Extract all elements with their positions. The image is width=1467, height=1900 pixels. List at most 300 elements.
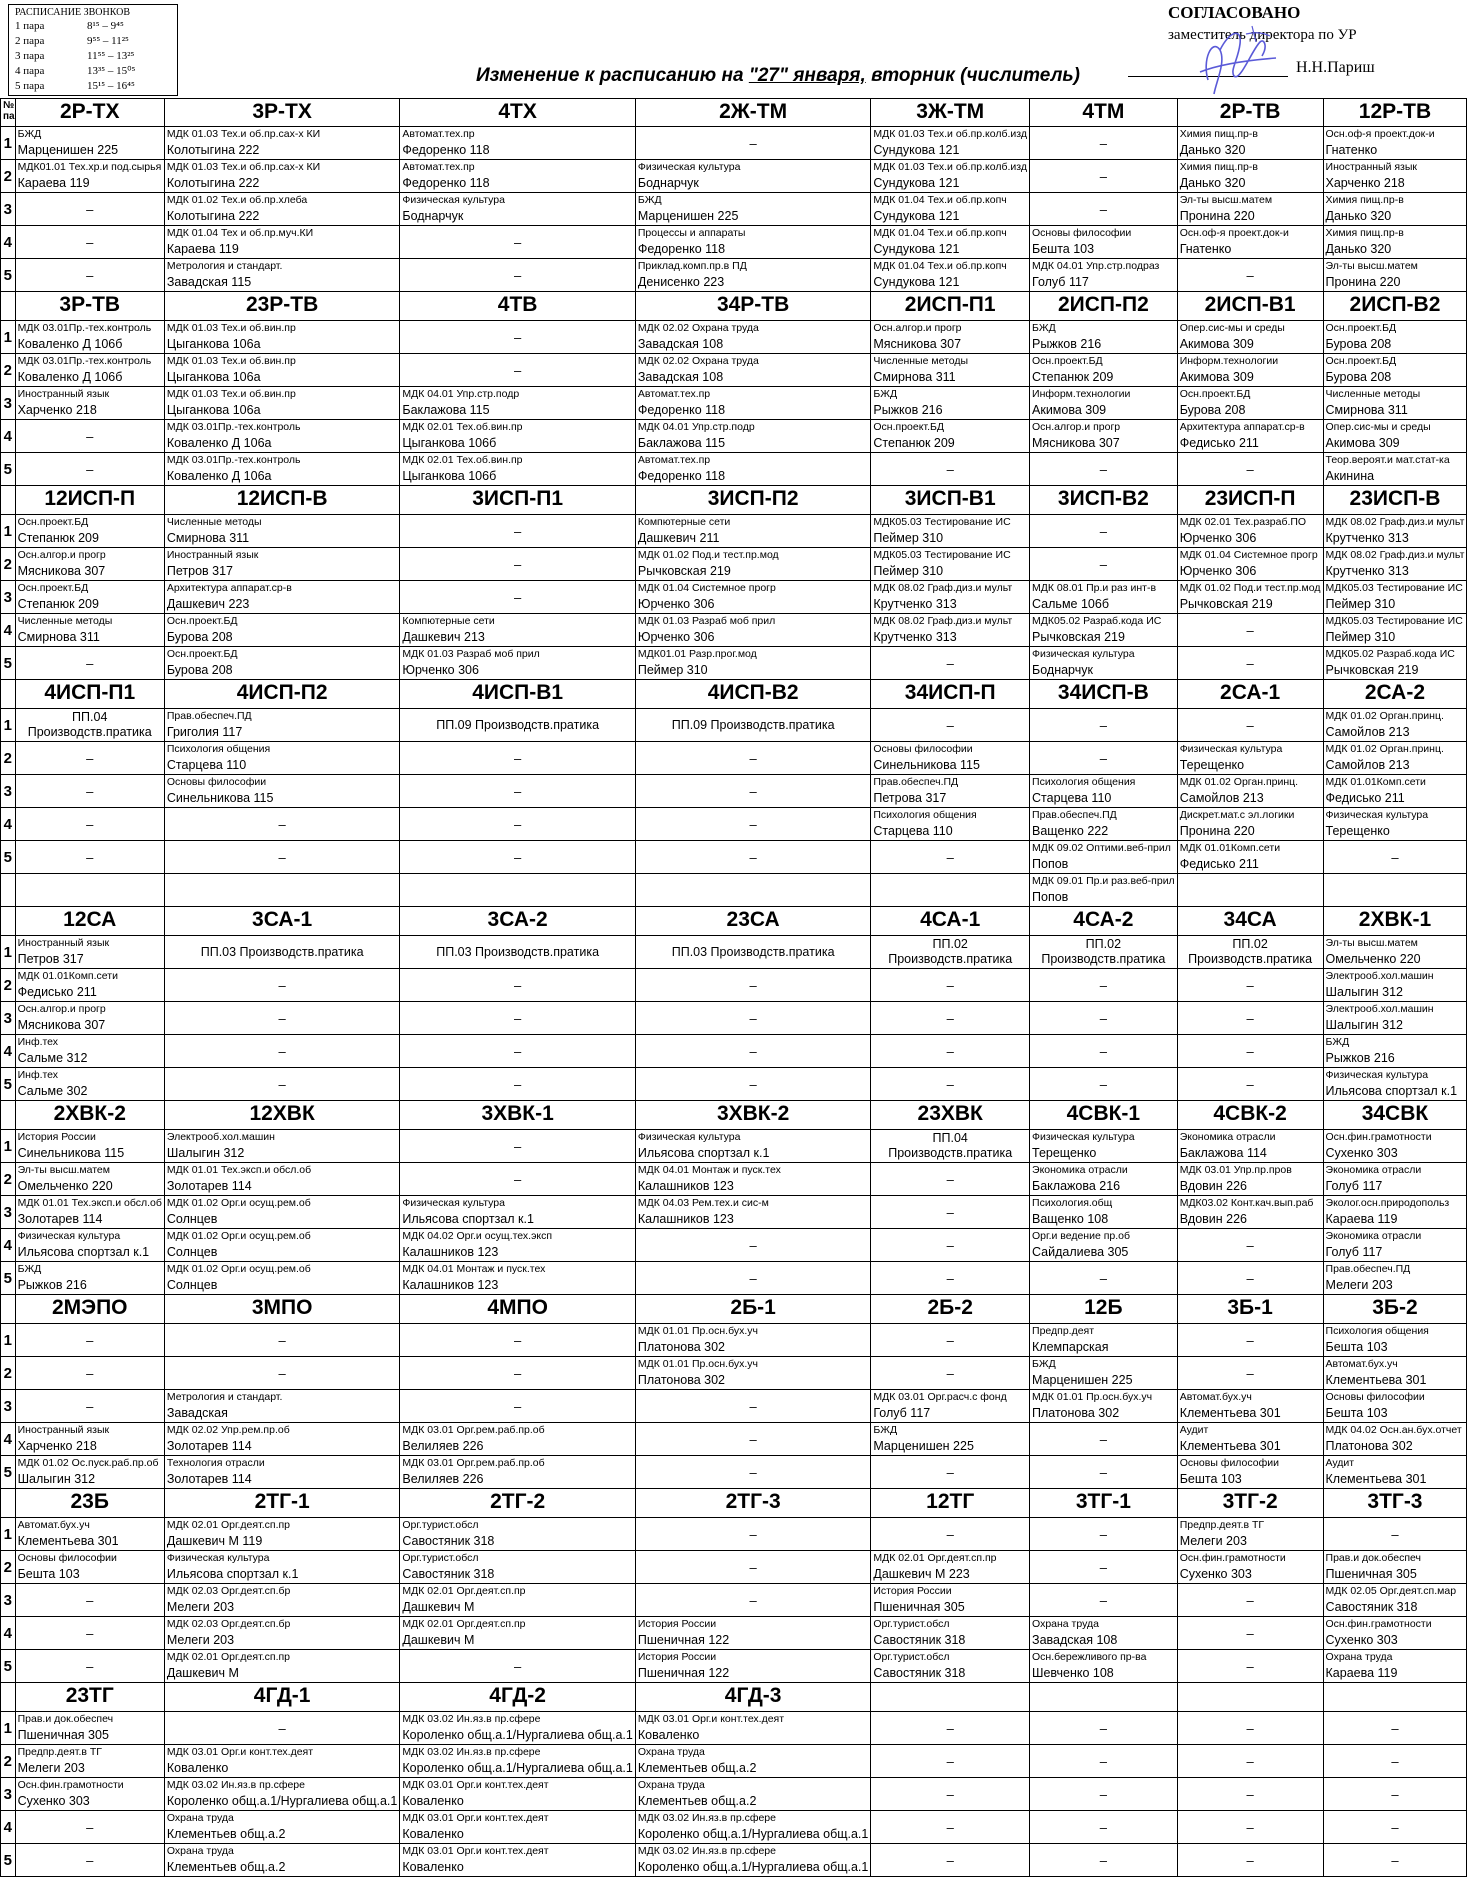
lesson-cell (871, 1551, 1030, 1584)
lesson-teacher-room: Юрченко 306 (1179, 531, 1257, 545)
lesson-teacher-room: Завадская 115 (166, 275, 252, 289)
lesson-subject: Прав.и док.обеспеч (17, 1713, 114, 1725)
lesson-subject: БЖД (873, 388, 898, 400)
lesson-teacher-room: Попов (1032, 890, 1069, 904)
pair-number-header (1, 1295, 16, 1324)
group-name: 23Р-ТВ (164, 292, 400, 321)
lesson-subject: МДК 01.01Комп.сети (1325, 776, 1426, 788)
lesson-cell (635, 226, 871, 259)
lesson-cell (400, 614, 636, 647)
lesson-teacher-room: Пеймер 310 (637, 663, 708, 677)
lesson-cell (15, 1456, 164, 1489)
lesson-teacher-room: Ильясова спортзал к.1 (1325, 1084, 1458, 1098)
lesson-teacher-room: Калашников 123 (402, 1278, 499, 1292)
lesson-subject: МДК 02.01 Орг.деят.сп.пр (166, 1651, 291, 1663)
bell-row (15, 64, 171, 79)
lesson-cell (1323, 127, 1467, 160)
pair-number: 1 (1, 1324, 16, 1357)
lesson-teacher-room: Крутченко 313 (1325, 531, 1409, 545)
lesson-teacher-room: Голуб 117 (1325, 1245, 1383, 1259)
lesson-cell (15, 1262, 164, 1295)
lesson-cell (1177, 1390, 1323, 1423)
empty-lesson-dash: – (400, 775, 636, 808)
lesson-teacher-room: Бешта 103 (17, 1567, 80, 1581)
empty-lesson-dash: – (871, 1229, 1030, 1262)
lesson-cell (400, 420, 636, 453)
group-name: 2ХВК-1 (1323, 907, 1467, 936)
lesson-teacher-room: Синельникова 115 (873, 758, 980, 772)
group-name: 2СА-1 (1177, 680, 1323, 709)
group-name: 4ТВ (400, 292, 636, 321)
empty-lesson-dash: – (1177, 614, 1323, 647)
lesson-cell (635, 321, 871, 354)
lesson-subject: МДК 01.02 Под.и тест.пр.мод (1179, 582, 1321, 594)
lesson-row (1, 1650, 1467, 1683)
practice-text: ПП.03 Производств.пратика (671, 944, 835, 959)
practice-text: ПП.02 (1232, 937, 1268, 951)
lesson-row (1, 709, 1467, 742)
page-title (476, 64, 1080, 88)
group-name: 34СА (1177, 907, 1323, 936)
empty-lesson-dash: – (871, 1518, 1030, 1551)
group-name: 4ИСП-П1 (15, 680, 164, 709)
lesson-teacher-room: Мясникова 307 (17, 1018, 106, 1032)
empty-lesson-dash: – (400, 1130, 636, 1163)
lesson-teacher-room: Марценишен 225 (637, 209, 739, 223)
lesson-cell (1177, 160, 1323, 193)
lesson-cell (164, 226, 400, 259)
lesson-cell (15, 354, 164, 387)
pair-number: 4 (1, 226, 16, 259)
pair-number-header (1, 1101, 16, 1130)
group-name (1030, 1683, 1178, 1712)
lesson-subject: МДК 03.01 Орг.рем.раб.пр.об (402, 1424, 545, 1436)
lesson-subject: МДК 02.01 Орг.деят.сп.пр (402, 1618, 526, 1630)
empty-lesson-dash: – (1030, 127, 1178, 160)
lesson-teacher-room: Терещенко (1032, 1146, 1097, 1160)
lesson-cell (164, 1262, 400, 1295)
group-name: 4СВК-1 (1030, 1101, 1178, 1130)
practice-text: ПП.04 (932, 1131, 968, 1145)
lesson-cell (1323, 259, 1467, 292)
lesson-teacher-room: Сальме 302 (17, 1084, 88, 1098)
lesson-subject: Автомат.тех.пр (637, 388, 711, 400)
empty-lesson-dash: – (1030, 1068, 1178, 1101)
lesson-subject: Основы философии (17, 1552, 117, 1564)
lesson-subject: Орг.турист.обсл (402, 1552, 479, 1564)
lesson-cell (164, 742, 400, 775)
lesson-subject: Осн.проект.БД (17, 582, 89, 594)
lesson-row (1, 1196, 1467, 1229)
lesson-teacher-room: Солнцев (166, 1278, 218, 1292)
lesson-row (1, 453, 1467, 486)
practice-cell (400, 709, 636, 742)
empty-lesson-dash: – (400, 969, 636, 1002)
lesson-row (1, 841, 1467, 874)
pair-number (1, 874, 16, 907)
lesson-teacher-room: Сайдалиева 305 (1032, 1245, 1129, 1259)
lesson-teacher-room: Золотарев 114 (166, 1472, 252, 1486)
empty-lesson-dash: – (635, 775, 871, 808)
lesson-teacher-room: Федисько 211 (17, 985, 97, 999)
group-name: 3ТГ-1 (1030, 1489, 1178, 1518)
empty-cell (15, 874, 164, 907)
lesson-subject: Осн.проект.БД (1032, 355, 1103, 367)
empty-lesson-dash: – (1030, 742, 1178, 775)
lesson-row (1, 1324, 1467, 1357)
group-header-row (1, 1295, 1467, 1324)
lesson-teacher-room: Клементьев общ.а.2 (166, 1827, 286, 1841)
group-name: 12Р-ТВ (1323, 99, 1467, 127)
lesson-cell (1323, 160, 1467, 193)
lesson-cell (1030, 1229, 1178, 1262)
group-name (1177, 1683, 1323, 1712)
empty-lesson-dash: – (1323, 1745, 1467, 1778)
lesson-teacher-room: Терещенко (1325, 824, 1390, 838)
lesson-subject: Электрооб.хол.машин (1325, 1003, 1434, 1015)
lesson-teacher-room: Пшеничная 305 (873, 1600, 965, 1614)
pair-number: 2 (1, 742, 16, 775)
empty-lesson-dash: – (871, 1745, 1030, 1778)
lesson-subject: Психология общения (166, 743, 271, 755)
lesson-teacher-room: Клементьева 301 (1179, 1439, 1281, 1453)
lesson-teacher-room: Сухенко 303 (1325, 1633, 1398, 1647)
empty-lesson-dash: – (1030, 1035, 1178, 1068)
lesson-subject: МДК 08.01 Пр.и раз инт-в (1032, 582, 1157, 594)
group-name: 23ТГ (15, 1683, 164, 1712)
lesson-row (1, 1229, 1467, 1262)
lesson-teacher-room: Клементьева 301 (17, 1534, 119, 1548)
pair-number: 3 (1, 1390, 16, 1423)
lesson-subject: Компютерные сети (637, 516, 731, 528)
group-name: 34СВК (1323, 1101, 1467, 1130)
lesson-teacher-room: Коваленко (166, 1761, 229, 1775)
lesson-subject: Автомат.тех.пр (402, 128, 475, 140)
lesson-teacher-room: Голуб 117 (873, 1406, 931, 1420)
lesson-cell (1323, 775, 1467, 808)
lesson-teacher-room: Попов (1032, 857, 1069, 871)
lesson-cell (15, 548, 164, 581)
lesson-teacher-room: Синельникова 115 (17, 1146, 125, 1160)
lesson-cell (400, 453, 636, 486)
empty-lesson-dash: – (400, 581, 636, 614)
lesson-cell (164, 1811, 400, 1844)
empty-lesson-dash: – (635, 1551, 871, 1584)
lesson-cell (871, 808, 1030, 841)
empty-lesson-dash: – (15, 1390, 164, 1423)
pair-number-header (1, 292, 16, 321)
group-name: 2ИСП-П2 (1030, 292, 1178, 321)
lesson-row (1, 1712, 1467, 1745)
lesson-subject: Осн.фин.грамотности (1179, 1552, 1286, 1564)
approval-heading: СОГЛАСОВАНО (1168, 3, 1301, 22)
lesson-cell (15, 1196, 164, 1229)
lesson-subject: МДК 04.03 Рем.тех.и сис-м (637, 1197, 769, 1209)
group-name: 2МЭПО (15, 1295, 164, 1324)
lesson-cell (15, 1778, 164, 1811)
lesson-row (1, 1745, 1467, 1778)
empty-lesson-dash: – (400, 841, 636, 874)
lesson-cell (164, 1551, 400, 1584)
practice-text: Производств.пратика (27, 725, 152, 739)
group-name: 3ТГ-3 (1323, 1489, 1467, 1518)
lesson-cell (1177, 1551, 1323, 1584)
pair-number: 3 (1, 1196, 16, 1229)
group-name: 4СА-1 (871, 907, 1030, 936)
lesson-teacher-room: Старцева 110 (166, 758, 247, 772)
lesson-cell (635, 453, 871, 486)
bell-schedule-box (8, 4, 178, 96)
lesson-teacher-room: Бешта 103 (1325, 1340, 1388, 1354)
lesson-subject: МДК 01.02 Орг.и осущ.рем.об (166, 1230, 311, 1242)
pair-number: 1 (1, 1518, 16, 1551)
lesson-row (1, 969, 1467, 1002)
group-name: 3ИСП-В2 (1030, 486, 1178, 515)
lesson-subject: Метрология и стандарт. (166, 260, 283, 272)
lesson-subject: Информ.технологии (1032, 388, 1131, 400)
lesson-cell (1177, 808, 1323, 841)
empty-lesson-dash: – (1177, 453, 1323, 486)
lesson-cell (1030, 1324, 1178, 1357)
lesson-subject: Предпр.деят.в ТГ (1179, 1519, 1265, 1531)
lesson-teacher-room: Мелеги 203 (17, 1761, 85, 1775)
lesson-subject: Психология общения (873, 809, 977, 821)
lesson-subject: МДК 03.01 Орг.и конт.тех.деят (402, 1845, 549, 1857)
lesson-cell (1177, 387, 1323, 420)
group-name: 2Б-1 (635, 1295, 871, 1324)
lesson-cell (1177, 581, 1323, 614)
lesson-teacher-room: Ильясова спортзал к.1 (402, 1212, 534, 1226)
lesson-cell (15, 614, 164, 647)
pair-number: 3 (1, 1584, 16, 1617)
lesson-subject: Охрана труда (166, 1845, 234, 1857)
lesson-teacher-room: Юрченко 306 (402, 663, 479, 677)
lesson-teacher-room: Коваленко Д 106а (166, 469, 272, 483)
lesson-cell (164, 1196, 400, 1229)
pair-number: 2 (1, 548, 16, 581)
lesson-row (1, 259, 1467, 292)
lesson-teacher-room: Велиляев 226 (402, 1439, 484, 1453)
lesson-cell (871, 1390, 1030, 1423)
lesson-subject: МДК 01.03 Тех.и об.вин.пр (166, 355, 296, 367)
empty-lesson-dash: – (1177, 1262, 1323, 1295)
lesson-subject: МДК 01.03 Тех.и об.пр.колб.изд (873, 161, 1028, 173)
lesson-teacher-room: Баклажова 115 (402, 403, 490, 417)
bell-pair: 3 пара (15, 50, 45, 62)
bell-time: 8¹⁵ – 9⁴⁵ (87, 20, 124, 32)
lesson-subject: Прав.обеспеч.ПД (166, 710, 252, 722)
lesson-teacher-room: Ващенко 222 (1032, 824, 1109, 838)
empty-lesson-dash: – (400, 1357, 636, 1390)
group-name: 34ИСП-П (871, 680, 1030, 709)
lesson-teacher-room: Сундукова 121 (873, 209, 960, 223)
empty-lesson-dash: – (1030, 1262, 1178, 1295)
pair-number: 1 (1, 321, 16, 354)
lesson-cell (1177, 515, 1323, 548)
pair-number: 1 (1, 936, 16, 969)
empty-lesson-dash: – (871, 709, 1030, 742)
pair-number: 3 (1, 1778, 16, 1811)
lesson-cell (400, 1518, 636, 1551)
lesson-cell (1323, 321, 1467, 354)
lesson-cell (1030, 1357, 1178, 1390)
lesson-subject: МДК 01.02 Ос.пуск.раб.пр.об (17, 1457, 159, 1469)
empty-lesson-dash: – (1030, 1456, 1178, 1489)
lesson-subject: Физическая культура (402, 1197, 505, 1209)
lesson-cell (164, 614, 400, 647)
practice-text: ПП.02 (932, 937, 968, 951)
pair-number: 5 (1, 259, 16, 292)
lesson-subject: Физическая культура (637, 1131, 741, 1143)
lesson-subject: МДК05.03 Тестирование ИС (1325, 582, 1463, 594)
lesson-subject: МДК 03.01 Орг.и конт.тех.деят (637, 1713, 785, 1725)
group-header-row (1, 1489, 1467, 1518)
lesson-row (1, 614, 1467, 647)
lesson-subject: Эл-ты высш.матем (1325, 937, 1418, 949)
bell-row (15, 19, 171, 34)
pair-number: 3 (1, 1002, 16, 1035)
empty-lesson-dash: – (1177, 1778, 1323, 1811)
lesson-cell (1177, 548, 1323, 581)
lesson-subject: МДК 02.01 Орг.деят.сп.пр (402, 1585, 526, 1597)
lesson-cell (15, 127, 164, 160)
lesson-cell (164, 160, 400, 193)
lesson-teacher-room: Дашкевич М (402, 1633, 475, 1647)
lesson-teacher-room: Смирнова 311 (873, 370, 956, 384)
group-name: 2Р-ТХ (15, 99, 164, 127)
lesson-cell (871, 1423, 1030, 1456)
lesson-cell (635, 1712, 871, 1745)
empty-lesson-dash: – (15, 1844, 164, 1877)
lesson-teacher-room: Савостяник 318 (873, 1633, 966, 1647)
pair-number: 4 (1, 1423, 16, 1456)
lesson-cell (1323, 226, 1467, 259)
lesson-cell (1323, 969, 1467, 1002)
group-name: 2ТГ-1 (164, 1489, 400, 1518)
practice-text: ПП.09 Производств.пратика (671, 717, 835, 732)
lesson-subject: Численные методы (873, 355, 969, 367)
lesson-teacher-room: Денисенко 223 (637, 275, 725, 289)
lesson-row (1, 775, 1467, 808)
lesson-cell (1030, 1163, 1178, 1196)
pair-number: 2 (1, 1745, 16, 1778)
lesson-cell (1030, 354, 1178, 387)
lesson-cell (635, 515, 871, 548)
lesson-subject: Осн.фин.грамотности (1325, 1618, 1432, 1630)
group-name: 4ГД-1 (164, 1683, 400, 1712)
lesson-teacher-room: Баклажова 216 (1032, 1179, 1121, 1193)
empty-lesson-dash: – (1030, 160, 1178, 193)
lesson-teacher-room: Пеймер 310 (1325, 630, 1396, 644)
group-name: 4СА-2 (1030, 907, 1178, 936)
lesson-teacher-room: Бешта 103 (1032, 242, 1095, 256)
empty-lesson-dash: – (15, 647, 164, 680)
lesson-cell (1177, 1423, 1323, 1456)
lesson-row (1, 515, 1467, 548)
lesson-teacher-room: Шалыгин 312 (1325, 1018, 1403, 1032)
lesson-subject: Психология общения (1032, 776, 1136, 788)
practice-text: Производств.пратика (1041, 952, 1166, 966)
lesson-subject: Осн.алгор.и прогр (873, 322, 962, 334)
lesson-teacher-room: Бурова 208 (166, 663, 233, 677)
empty-lesson-dash: – (1030, 548, 1178, 581)
lesson-teacher-room: Золотарев 114 (166, 1179, 252, 1193)
lesson-subject: МДК 01.02 Орг.и осущ.рем.об (166, 1197, 311, 1209)
lesson-subject: МДК 01.03 Разраб моб прил (402, 648, 540, 660)
lesson-teacher-room: Данько 320 (1179, 143, 1246, 157)
lesson-teacher-room: Коваленко (402, 1827, 464, 1841)
lesson-teacher-room: Пеймер 310 (873, 531, 944, 545)
lesson-cell (1177, 226, 1323, 259)
lesson-cell (1030, 808, 1178, 841)
group-name: 23ИСП-П (1177, 486, 1323, 515)
lesson-subject: МДК 01.01 Пр.осн.бух.уч (1032, 1391, 1153, 1403)
lesson-cell (15, 387, 164, 420)
lesson-cell (635, 581, 871, 614)
lesson-cell (1177, 841, 1323, 874)
empty-lesson-dash: – (635, 1262, 871, 1295)
lesson-teacher-room: Данько 320 (1325, 242, 1392, 256)
lesson-teacher-room: Мелеги 203 (1179, 1534, 1247, 1548)
lesson-subject: История России (17, 1131, 96, 1143)
empty-lesson-dash: – (1177, 1650, 1323, 1683)
lesson-subject: Орг.турист.обсл (873, 1618, 950, 1630)
schedule-table (0, 98, 1467, 1877)
lesson-cell (400, 1712, 636, 1745)
practice-cell (635, 709, 871, 742)
lesson-subject: Иностранный язык (17, 388, 110, 400)
lesson-teacher-room: Платонова 302 (637, 1340, 726, 1354)
empty-lesson-dash: – (1323, 1778, 1467, 1811)
lesson-teacher-room: Харченко 218 (1325, 176, 1405, 190)
lesson-cell (1177, 742, 1323, 775)
practice-text: ПП.02 (1085, 937, 1122, 951)
lesson-cell (15, 160, 164, 193)
group-header-row (1, 1683, 1467, 1712)
empty-lesson-dash: – (15, 1324, 164, 1357)
lesson-cell (1323, 1390, 1467, 1423)
lesson-cell (1177, 127, 1323, 160)
empty-lesson-dash: – (164, 1324, 400, 1357)
lesson-cell (164, 193, 400, 226)
lesson-row (1, 1551, 1467, 1584)
lesson-subject: МДК 09.02 Оптими.веб-прил (1032, 842, 1171, 854)
lesson-teacher-room: Сухенко 303 (17, 1794, 90, 1808)
lesson-cell (871, 775, 1030, 808)
lesson-subject: Физическая культура (402, 194, 505, 206)
empty-lesson-dash: – (164, 1068, 400, 1101)
lesson-subject: Физическая культура (1325, 1069, 1429, 1081)
lesson-cell (635, 614, 871, 647)
empty-lesson-dash: – (871, 1778, 1030, 1811)
lesson-cell (871, 614, 1030, 647)
lesson-row (1, 354, 1467, 387)
empty-lesson-dash: – (400, 259, 636, 292)
empty-lesson-dash: – (1323, 1811, 1467, 1844)
lesson-cell (1177, 420, 1323, 453)
lesson-teacher-room: Платонова 302 (1032, 1406, 1120, 1420)
empty-lesson-dash: – (400, 1002, 636, 1035)
empty-lesson-dash: – (1177, 1002, 1323, 1035)
bell-pair: 5 пара (15, 80, 45, 92)
lesson-teacher-room: Завадская 108 (1032, 1633, 1118, 1647)
empty-lesson-dash: – (164, 1357, 400, 1390)
lesson-teacher-room: Мелеги 203 (1325, 1278, 1393, 1292)
lesson-row (1, 874, 1467, 907)
pair-number: 3 (1, 387, 16, 420)
empty-lesson-dash: – (1030, 1811, 1178, 1844)
lesson-cell (400, 193, 636, 226)
